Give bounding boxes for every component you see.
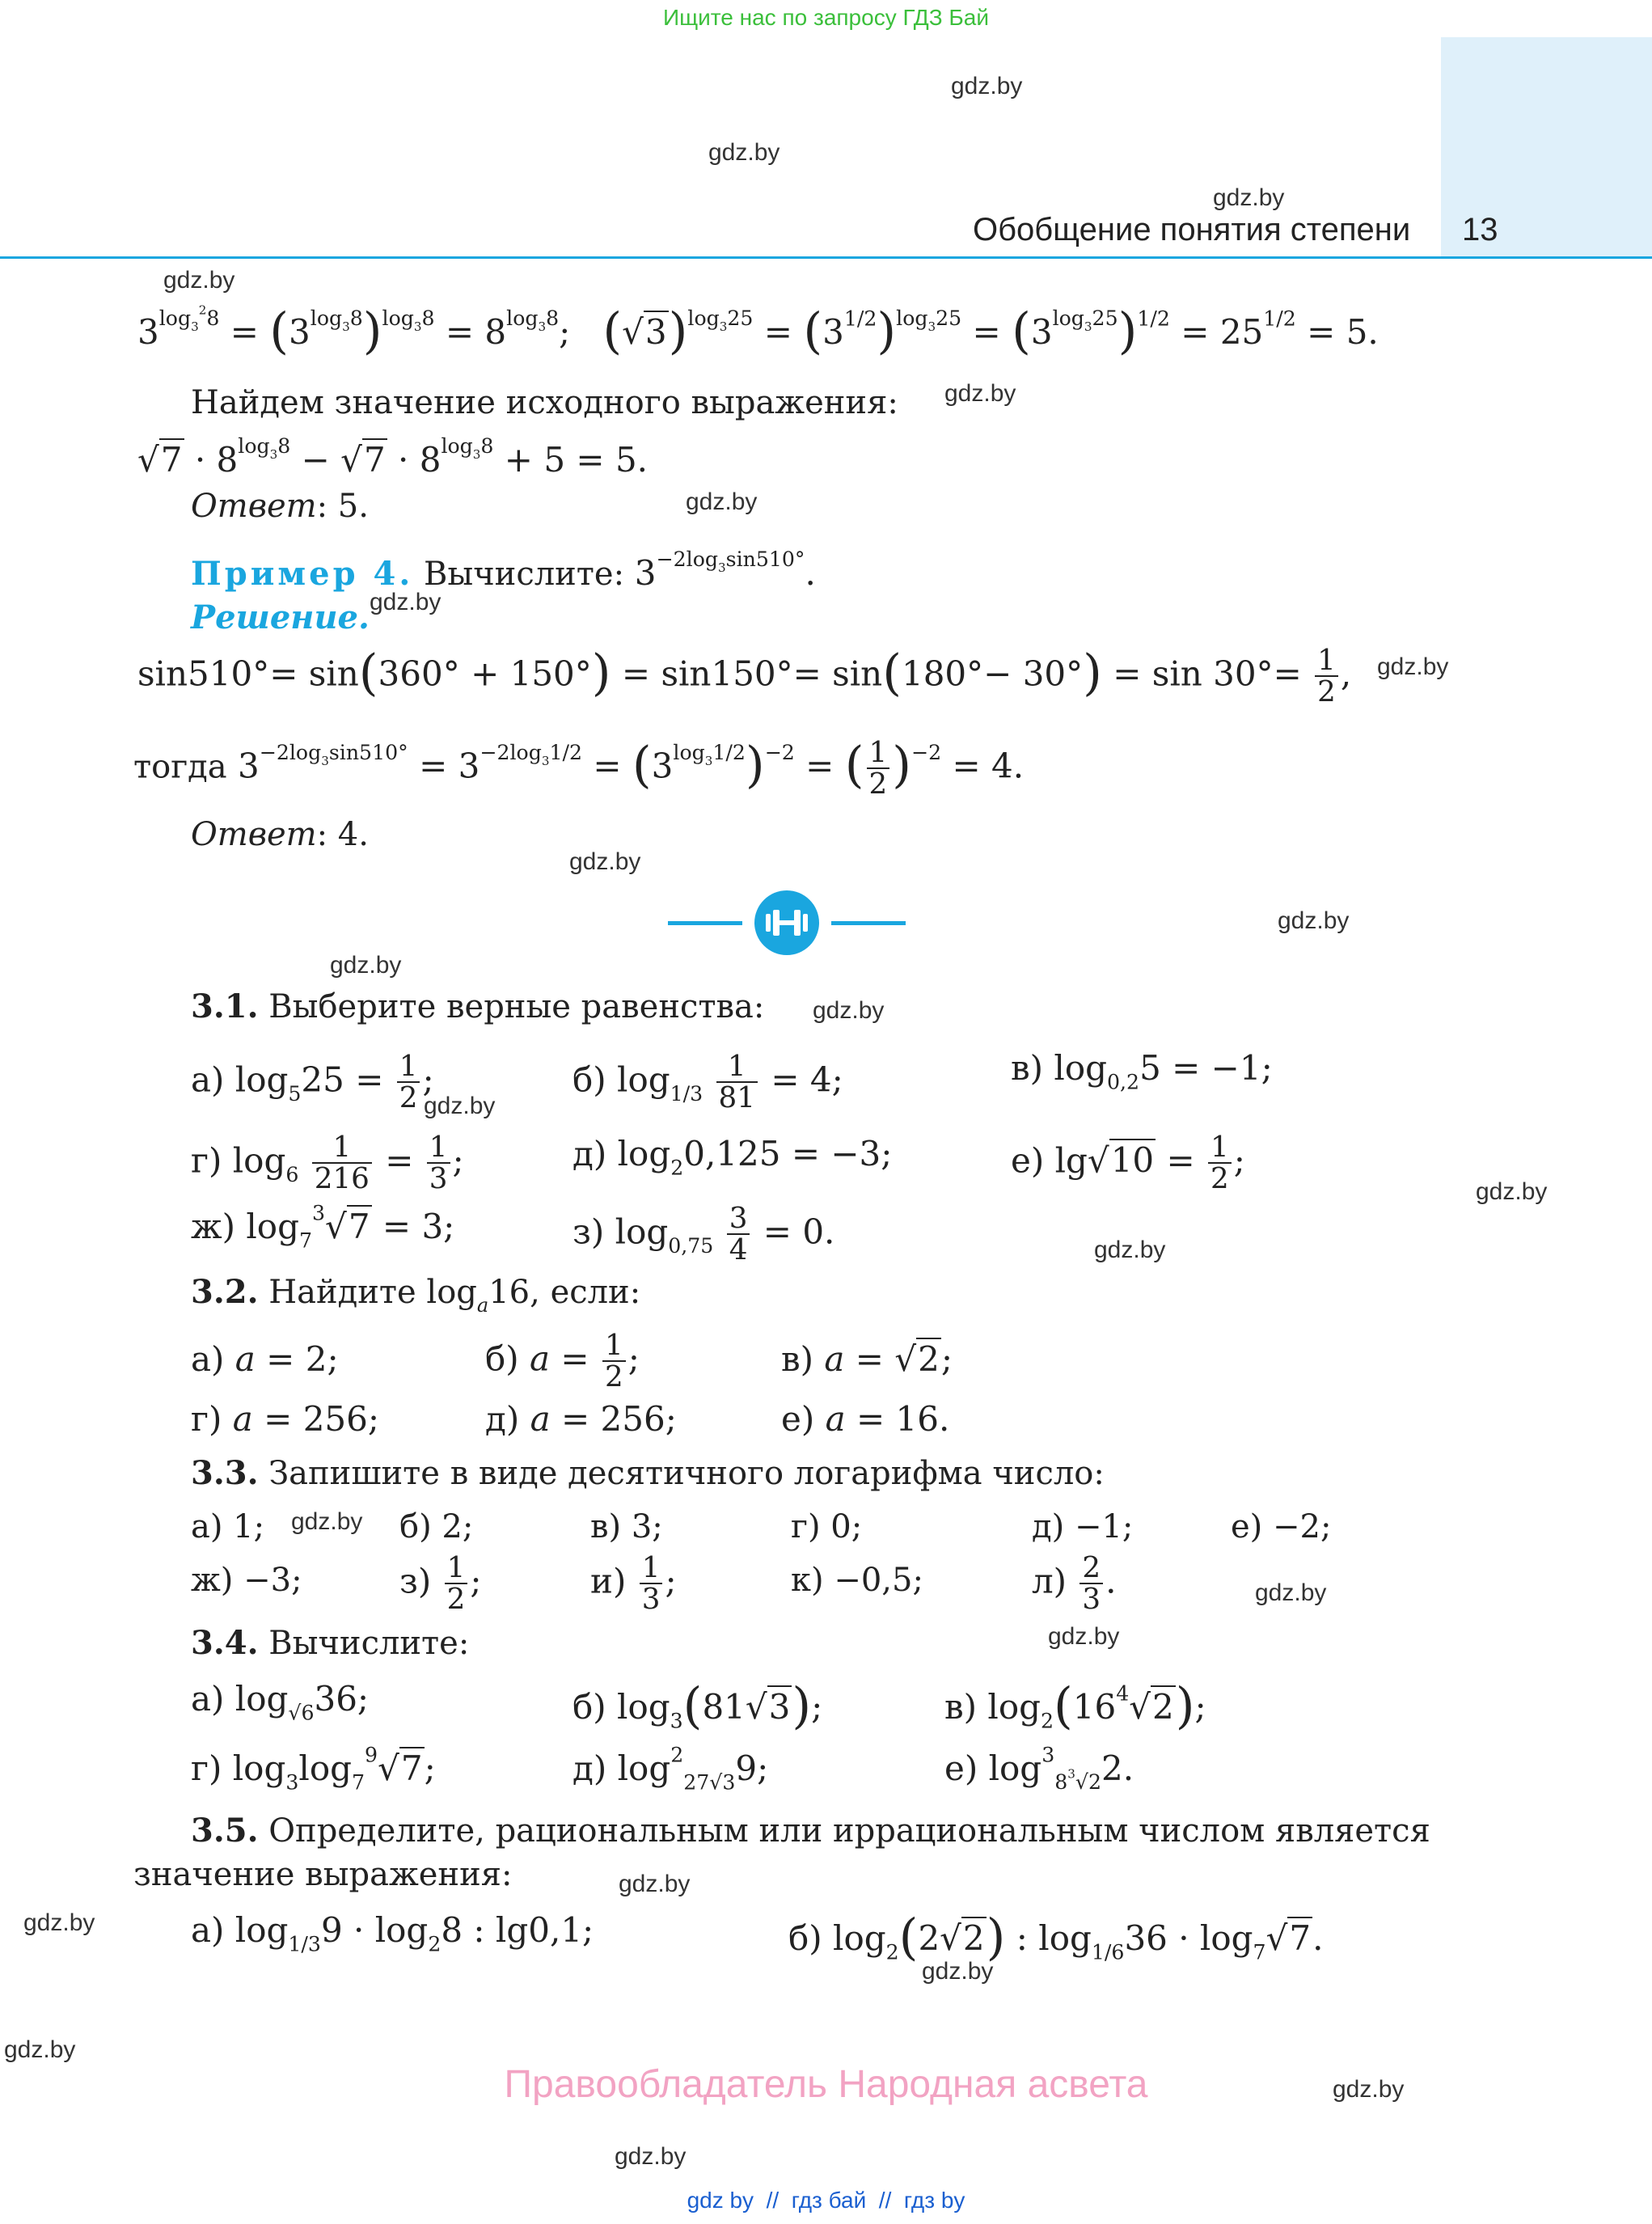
- exercise-3-1-heading: [191, 987, 765, 1025]
- exercise-3-3-zh: ж) −3;: [191, 1562, 302, 1599]
- exercise-3-3-k: к) −0,5;: [791, 1562, 923, 1599]
- watermark: gdz.by: [1377, 653, 1449, 680]
- watermark: gdz.by: [1094, 1237, 1166, 1263]
- exercise-3-2-g: г) a = 256;: [191, 1399, 380, 1439]
- exercise-3-3-v: в) 3;: [590, 1508, 663, 1545]
- watermark: gdz.by: [619, 1871, 691, 1897]
- exercise-3-5-heading-line2: значение выражения:: [133, 1856, 513, 1893]
- exercise-3-5-b: б) $\log_2(2√2)$ : $\log_{1/6}36 \cdot \log_7√7$.: [788, 1909, 1324, 1966]
- exercise-3-2-b: б) a = $\frac{1}{2}$ ;: [485, 1329, 640, 1394]
- exercise-text: Вычислите:: [268, 1625, 470, 1662]
- example-4-heading: Пример 4. Вычислите: $3^{-2log_3sin510^\circ}$.: [191, 548, 816, 593]
- exercise-3-1-z: з) $\log_{0,75}$ $\frac{3}{4}$ = 0.: [572, 1202, 835, 1267]
- exercise-3-4-d: д) $\log^2_{27√3}9$;: [572, 1743, 769, 1795]
- watermark: gdz.by: [944, 380, 1016, 407]
- exercise-3-1-a: а) $\log_525$ = $\frac{1}{2}$ ;: [191, 1050, 434, 1115]
- copyright-text: Правообладатель Народная асвета: [504, 2063, 1148, 2106]
- exercise-3-3-l: л) $\frac{2}{3}$ .: [1032, 1551, 1117, 1617]
- exercise-3-4-b: б) $\log_3(81√3)$;: [572, 1677, 823, 1735]
- watermark: gdz.by: [1213, 184, 1285, 211]
- exercise-3-4-a: а) $\log_{√6}36$;: [191, 1679, 370, 1725]
- formula-line-4: тогда $3^{-2log_3sin510^\circ} = 3^{-2log_31/2} = (3^{log_31/2})^{-2}$ = ( $\frac{1}{2}$ )$^{-2}$ = 4.: [133, 736, 1025, 801]
- exercise-3-3-e: е) −2;: [1231, 1508, 1332, 1545]
- chapter-title: Обобщение понятия степени: [973, 212, 1411, 247]
- watermark: gdz.by: [4, 2036, 76, 2063]
- exercise-3-3-z: з) $\frac{1}{2}$ ;: [399, 1551, 482, 1617]
- watermark: gdz.by: [1255, 1579, 1327, 1606]
- exercise-3-2-a: а) a = 2;: [191, 1339, 339, 1379]
- watermark: gdz.by: [708, 139, 780, 166]
- watermark: gdz.by: [23, 1909, 95, 1936]
- watermark: gdz.by: [569, 848, 641, 875]
- watermark: gdz.by: [951, 73, 1023, 99]
- exercise-3-1-d: д) $\log_20,125 = -3$;: [572, 1134, 893, 1180]
- exercise-3-3-b: б) 2;: [399, 1508, 474, 1545]
- find-value-text: Найдем значение исходного выражения:: [191, 384, 898, 421]
- answer-1: [191, 488, 369, 525]
- watermark: gdz.by: [424, 1093, 496, 1119]
- exercise-3-1-e: е) lg√10 = $\frac{1}{2}$ ;: [1011, 1131, 1245, 1196]
- watermark: gdz.by: [813, 997, 885, 1024]
- exercise-3-4-heading: [191, 1624, 470, 1662]
- watermark: gdz.by: [291, 1508, 363, 1535]
- exercise-number: 3.4.: [191, 1624, 259, 1662]
- watermark: gdz.by: [370, 589, 442, 615]
- answer-value: : 4.: [316, 816, 369, 853]
- header-rule: [0, 256, 1652, 259]
- then-word: тогда: [133, 748, 227, 786]
- exercise-3-2-e: е) a = 16.: [781, 1399, 950, 1439]
- exercise-3-5-heading: [191, 1812, 1430, 1850]
- exercise-3-3-g: г) 0;: [791, 1508, 863, 1545]
- exercise-3-3-a: а) 1;: [191, 1508, 265, 1545]
- watermark: gdz.by: [1048, 1623, 1120, 1650]
- watermark: gdz.by: [686, 488, 758, 515]
- footer-links[interactable]: gdz by // гдз бай // гдз by: [687, 2188, 965, 2213]
- exercise-text: Выберите верные равенства:: [268, 988, 765, 1025]
- exercise-text: Запишите в виде десятичного логарифма число:: [268, 1455, 1105, 1492]
- watermark: gdz.by: [615, 2143, 687, 2170]
- exercise-text: Определите, рациональным или иррациональным числом является: [268, 1812, 1430, 1850]
- answer-label: Ответ: [191, 816, 317, 853]
- exercise-3-1-b: б) $\log_{1/3}$ $\frac{1}{81}$ = 4;: [572, 1050, 843, 1115]
- exercise-3-3-i: и) $\frac{1}{3}$ ;: [590, 1551, 677, 1617]
- formula-line-3: sin510°= sin(360° + 150°) = sin150°= sin(180°− 30°) = sin 30°= $\frac{1}{2}$ ,: [137, 644, 1352, 709]
- top-banner[interactable]: Ищите нас по запросу ГДЗ Бай: [662, 5, 990, 30]
- watermark: gdz.by: [922, 1958, 994, 1985]
- exercise-number: 3.1.: [191, 987, 259, 1025]
- solution-label: Решение.: [191, 598, 370, 636]
- dumbbell-icon: [754, 890, 819, 955]
- exercise-3-1-zh: ж) $\log_7^3√7 = 3$;: [191, 1201, 455, 1253]
- exercise-3-5-a: а) $\log_{1/3}9 \cdot \log_28$ : lg0,1;: [191, 1910, 594, 1956]
- exercise-3-4-e: е) $\log^3_{8^3√2}2$.: [944, 1743, 1134, 1795]
- formula-line-1: $3^{log_3^28} = (3^{log_38})^{log_38} = 8^{log_38}$; $(√3)^{log_325} = (3^{1/2})^{log_325} = (3^{log_325})^{1/2} = 25^{1/2} = 5$.: [137, 302, 1379, 360]
- exercise-number: 3.2.: [191, 1273, 259, 1311]
- exercise-3-1-g: г) $\log_6$ $\frac{1}{216}$ = $\frac{1}{3}$ ;: [191, 1131, 464, 1196]
- exercise-3-3-heading: [191, 1454, 1105, 1492]
- exercise-3-2-d: д) a = 256;: [485, 1399, 677, 1439]
- formula-line-2: $√7 \cdot 8^{log_38} - √7 \cdot 8^{log_38} + 5 = 5$.: [137, 434, 649, 480]
- exercise-3-3-d: д) −1;: [1032, 1508, 1134, 1545]
- watermark: gdz.by: [163, 267, 235, 294]
- exercise-number: 3.5.: [191, 1812, 259, 1850]
- watermark: gdz.by: [1278, 907, 1350, 934]
- watermark: gdz.by: [1476, 1178, 1548, 1205]
- answer-2: [191, 818, 369, 851]
- exercise-number: 3.3.: [191, 1454, 259, 1492]
- divider-line-left: [668, 921, 742, 925]
- exercise-text-end: , если:: [530, 1274, 641, 1311]
- exercise-3-4-g: г) $\log_3\log_7^9√7$;: [191, 1743, 436, 1795]
- exercise-text: Найдите: [268, 1274, 416, 1311]
- example-label: Пример 4.: [191, 555, 414, 593]
- watermark: gdz.by: [330, 952, 402, 979]
- example-text: Вычислите:: [423, 556, 625, 593]
- watermark: gdz.by: [1333, 2076, 1405, 2103]
- answer-value: : 5.: [316, 488, 369, 525]
- exercise-3-1-v: в) $\log_{0,2}5 = -1$;: [1011, 1048, 1273, 1094]
- exercise-3-2-v: в) a = √2;: [781, 1339, 953, 1379]
- page-number: 13: [1462, 212, 1498, 247]
- divider-line-right: [831, 921, 906, 925]
- exercise-3-4-v: в) $\log_2(16^4√2)$;: [944, 1677, 1206, 1735]
- exercise-3-2-heading: 3.2. Найдите $\log_a16$, если:: [191, 1273, 641, 1317]
- answer-label: Ответ: [191, 488, 317, 525]
